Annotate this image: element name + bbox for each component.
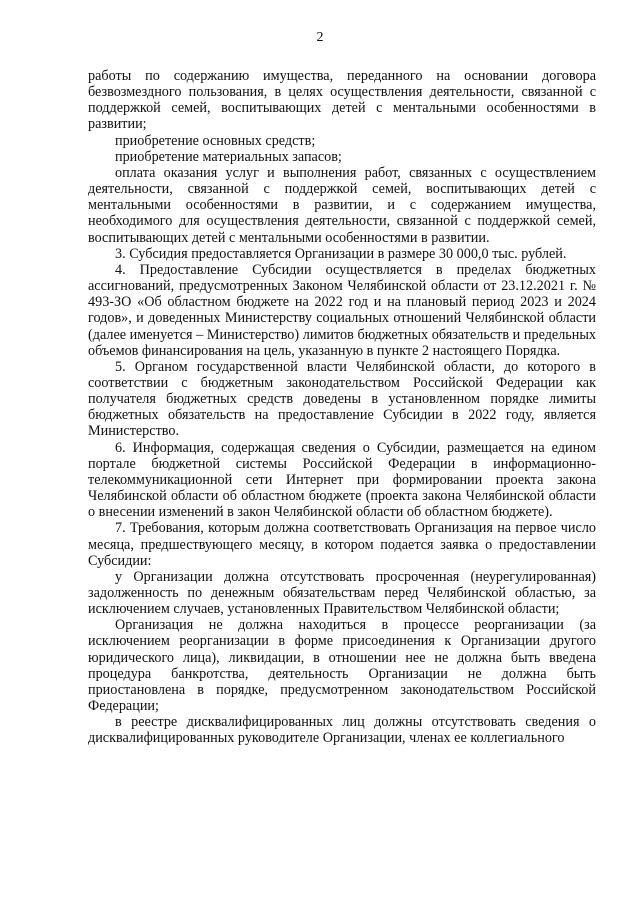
- document-body: [88, 68, 596, 747]
- paragraph: приобретение материальных запасов;: [115, 148, 342, 165]
- paragraph: 6. Информация, содержащая сведения о Субсидии, размещается на едином портале бюджетной системы Российской Федерации в информационно-телекоммуникационной сети Интернет при формировании проекта закона Челябинской области об областном бюджете (проекта закона Челябинской области о внесении изменений в закон Челябинской области об областном бюджете).: [88, 439, 596, 521]
- paragraph: оплата оказания услуг и выполнения работ, связанных с осуществлением деятельности, связанной с поддержкой семей, воспитывающих детей с ментальными особенностями в развитии, и с содержанием имущества, необходимого для осуществления деятельности, связанной с поддержкой семей, воспитывающих детей с ментальными особенностями в развитии.: [88, 164, 596, 246]
- paragraph: приобретение основных средств;: [115, 132, 316, 149]
- paragraph: 5. Органом государственной власти Челябинской области, до которого в соответствии с бюджетным законодательством Российской Федерации как получателя бюджетных средств доведены в установленном порядке лимиты бюджетных обязательств на предоставление Субсидии в 2022 году, является Министерство.: [88, 358, 596, 440]
- paragraph: 4. Предоставление Субсидии осуществляется в пределах бюджетных ассигнований, предусмотренных Законом Челябинской области от 23.12.2021 г. № 493-ЗО «Об областном бюджете на 2022 год и на плановый период 2023 и 2024 годов», и доведенных Министерству социальных отношений Челябинской области (далее именуется – Министерство) лимитов бюджетных обязательств и предельных объемов финансирования на цель, указанную в пункте 2 настоящего Порядка.: [88, 261, 596, 359]
- paragraph: Организация не должна находиться в процессе реорганизации (за исключением реорганизации в форме присоединения к Организации другого юридического лица), ликвидации, в отношении нее не должна быть введена процедура банкротства, деятельность Организации не должна быть приостановлена в порядке, предусмотренном законодательством Российской Федерации;: [88, 617, 596, 715]
- paragraph: работы по содержанию имущества, переданного на основании договора безвозмездного пользования, в целях осуществления деятельности, связанной с поддержкой семей, воспитывающих детей с ментальными особенностями в развитии;: [88, 68, 596, 133]
- page-number: 2: [316, 30, 324, 45]
- paragraph: в реестре дисквалифицированных лиц должны отсутствовать сведения о дисквалифицированных руководителе Организации, членах ее коллегиального: [88, 714, 596, 747]
- paragraph: у Организации должна отсутствовать просроченная (неурегулированная) задолженность по денежным обязательствам перед Челябинской областью, за исключением случаев, установленных Правительством Челябинской области;: [88, 568, 596, 618]
- paragraph: 7. Требования, которым должна соответствовать Организация на первое число месяца, предшествующего месяцу, в котором подается заявка о предоставлении Субсидии:: [88, 520, 596, 569]
- paragraph: 3. Субсидия предоставляется Организации в размере 30 000,0 тыс. рублей.: [115, 245, 567, 262]
